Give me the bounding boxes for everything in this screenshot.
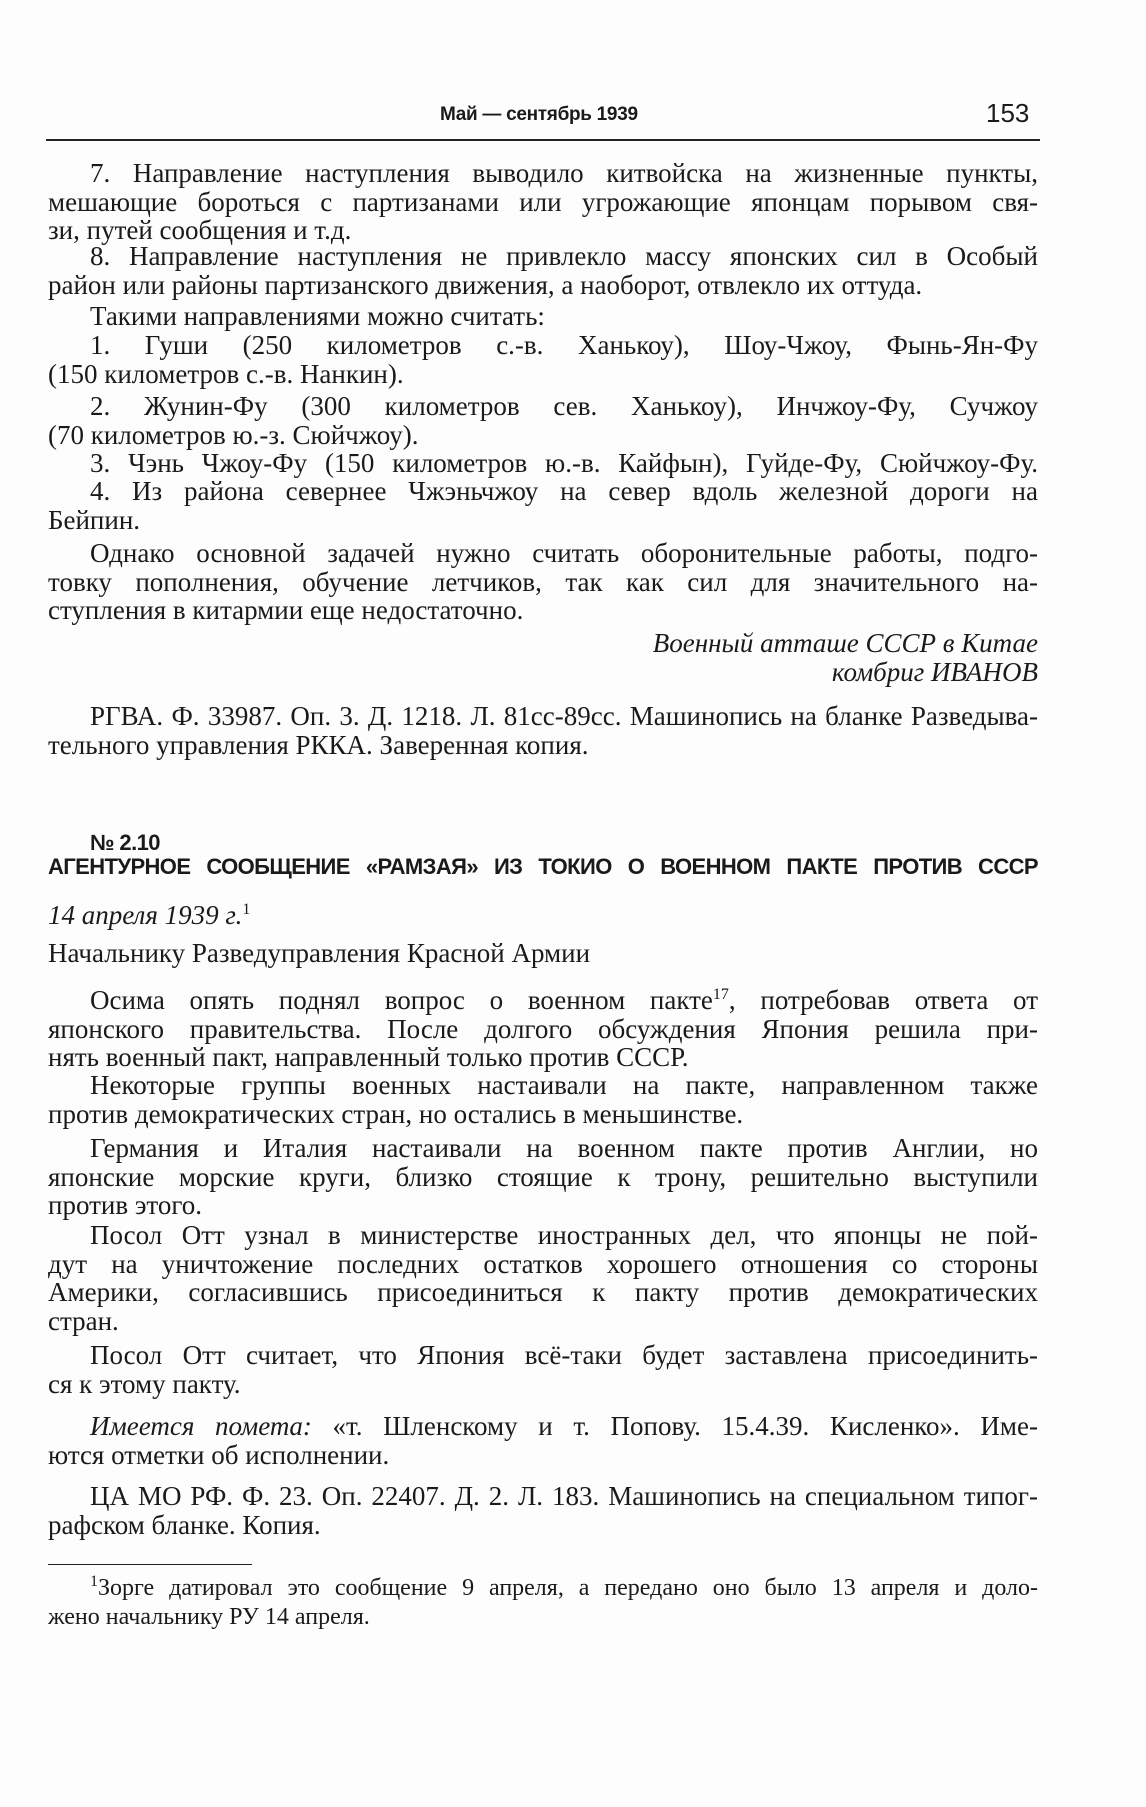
text-line: 4. Из района севернее Чжэньчжоу на север вдоль железной дороги на <box>90 476 1038 506</box>
list-2 <box>48 392 1038 449</box>
text-line: (70 километров ю.-з. Сюйчжоу). <box>48 419 419 450</box>
text-line: 8. Направление наступления не привлекло массу японских сил в Особый <box>90 241 1038 271</box>
text-span: «т. Шленскому и т. Попову. 15.4.39. Кисленко». Име- <box>311 1411 1038 1441</box>
text-line: № 2.10 <box>90 830 160 855</box>
text-line: дут на уничтожение последних остатков хорошего отношения со стороны <box>48 1248 1038 1279</box>
p-note <box>48 1412 1038 1469</box>
text-line: тельного управления РККА. Заверенная копия. <box>48 729 589 760</box>
text-line: Такими направлениями можно считать: <box>90 301 545 331</box>
text-line: против демократических стран, но остались в меньшинстве. <box>48 1098 744 1129</box>
text-line <box>48 1574 1038 1603</box>
list-1 <box>48 331 1038 388</box>
text-line: мешающие бороться с партизанами или угрожающие японцам порывом свя- <box>48 186 1038 217</box>
text-line: Посол Отт узнал в министерстве иностранных дел, что японцы не пой- <box>90 1220 1038 1250</box>
text-span: Зорге датировал это сообщение 9 апреля, а передано оно было 13 апреля и доло- <box>98 1575 1038 1601</box>
text-line: зи, путей сообщения и т.д. <box>48 215 352 246</box>
text-line: Некоторые группы военных настаивали на пакте, направленном также <box>90 1070 1038 1100</box>
p-osima <box>48 986 1038 1072</box>
text-line: жено начальнику РУ 14 апреля. <box>48 1604 370 1630</box>
page-number: 153 <box>986 98 1030 128</box>
list-4 <box>48 477 1038 534</box>
text-line: японские морские круги, близко стоящие к трону, решительно выступили <box>48 1161 1038 1192</box>
italic-text: 14 апреля 1939 г. <box>48 900 243 930</box>
p-takimi <box>48 302 1038 331</box>
text-line <box>48 986 1038 1015</box>
doc-date <box>48 901 1038 930</box>
text-line: нять военный пакт, направленный только против СССР. <box>48 1042 689 1073</box>
text-span: Осима опять поднял вопрос о военном пакте <box>90 985 713 1015</box>
text-line: Однако основной задачей нужно считать оборонительные работы, подго- <box>90 538 1038 568</box>
italic-text: Имеется пометa: <box>90 1411 312 1441</box>
p-germania <box>48 1134 1038 1220</box>
footnote-1 <box>48 1574 1038 1632</box>
text-line: район или районы партизанского движения, а наоборот, отвлекло их оттуда. <box>48 269 923 300</box>
p-posol-1 <box>48 1221 1038 1335</box>
text-line: стран. <box>48 1305 119 1336</box>
text-line: АГЕНТУРНОЕ СООБЩЕНИЕ «РАМЗАЯ» ИЗ ТОКИО О ВОЕННОМ ПАКТЕ ПРОТИВ СССР <box>48 854 1038 879</box>
text-line: Начальнику Разведуправления Красной Армии <box>48 938 591 968</box>
text-line: 7. Направление наступления выводило китвойска на жизненные пункты, <box>90 158 1038 188</box>
p8 <box>48 242 1038 299</box>
text-line: рафском бланке. Копия. <box>48 1509 321 1540</box>
running-title: Май — сентябрь 1939 <box>440 104 638 125</box>
text-line: Германия и Италия настаивали на военном пакте против Англии, но <box>90 1133 1038 1163</box>
text-line <box>48 901 1038 930</box>
signature <box>48 629 1038 686</box>
text-line: ступления в китармии еще недостаточно. <box>48 595 524 626</box>
text-line: 1. Гуши (250 километров с.-в. Ханькоу), Шоу-Чжоу, Фынь-Ян-Фу <box>90 330 1038 360</box>
text-line: ся к этому пакту. <box>48 1368 241 1399</box>
text-line: (150 километров с.-в. Нанкин). <box>48 358 404 389</box>
addressee <box>48 939 1038 968</box>
doc-title <box>48 853 1038 882</box>
header-rule <box>46 139 1040 141</box>
text-line: Посол Отт считает, что Япония всё-таки будет заставлена присоединить- <box>90 1340 1038 1370</box>
text-line: РГВА. Ф. 33987. Оп. 3. Д. 1218. Л. 81сс-89сс. Машинопись на бланке Разведыва- <box>90 701 1038 731</box>
footnote-marker: 17 <box>712 986 729 1003</box>
footnote-marker: 1 <box>90 1573 98 1590</box>
source-1 <box>48 702 1038 759</box>
text-line: ЦА МО РФ. Ф. 23. Оп. 22407. Д. 2. Л. 183. Машинопись на специальном типог- <box>90 1481 1038 1511</box>
p-posol-2 <box>48 1341 1038 1398</box>
text-line: против этого. <box>48 1190 203 1221</box>
text-line: товку пополнения, обучение летчиков, так как сил для значительного на- <box>48 566 1038 597</box>
text-line: комбриг ИВАНОВ <box>831 656 1038 687</box>
footnote-marker: 1 <box>242 901 251 918</box>
p7 <box>48 159 1038 245</box>
text-line: 2. Жунин-Фу (300 километров сев. Ханькоу), Инчжоу-Фу, Сучжоу <box>90 391 1038 421</box>
text-line: Бейпин. <box>48 504 141 535</box>
list-3 <box>48 449 1038 478</box>
text-line: ются отметки об исполнении. <box>48 1439 390 1470</box>
text-line: Военный атташе СССР в Китае <box>652 628 1038 658</box>
source-2 <box>48 1482 1038 1539</box>
p-nekotorye <box>48 1071 1038 1128</box>
p-odnako <box>48 539 1038 625</box>
text-span: , потребовав ответа от <box>728 985 1038 1015</box>
text-line: японского правительства. После долгого обсуждения Япония решила при- <box>48 1013 1038 1044</box>
text-line: Америки, согласившись присоединиться к пакту против демократических <box>48 1277 1038 1308</box>
text-line <box>48 1412 1038 1441</box>
footnote-rule <box>48 1564 252 1565</box>
text-line: 3. Чэнь Чжоу-Фу (150 километров ю.-в. Кайфын), Гуйде-Фу, Сюйчжоу-Фу. <box>90 448 1038 478</box>
